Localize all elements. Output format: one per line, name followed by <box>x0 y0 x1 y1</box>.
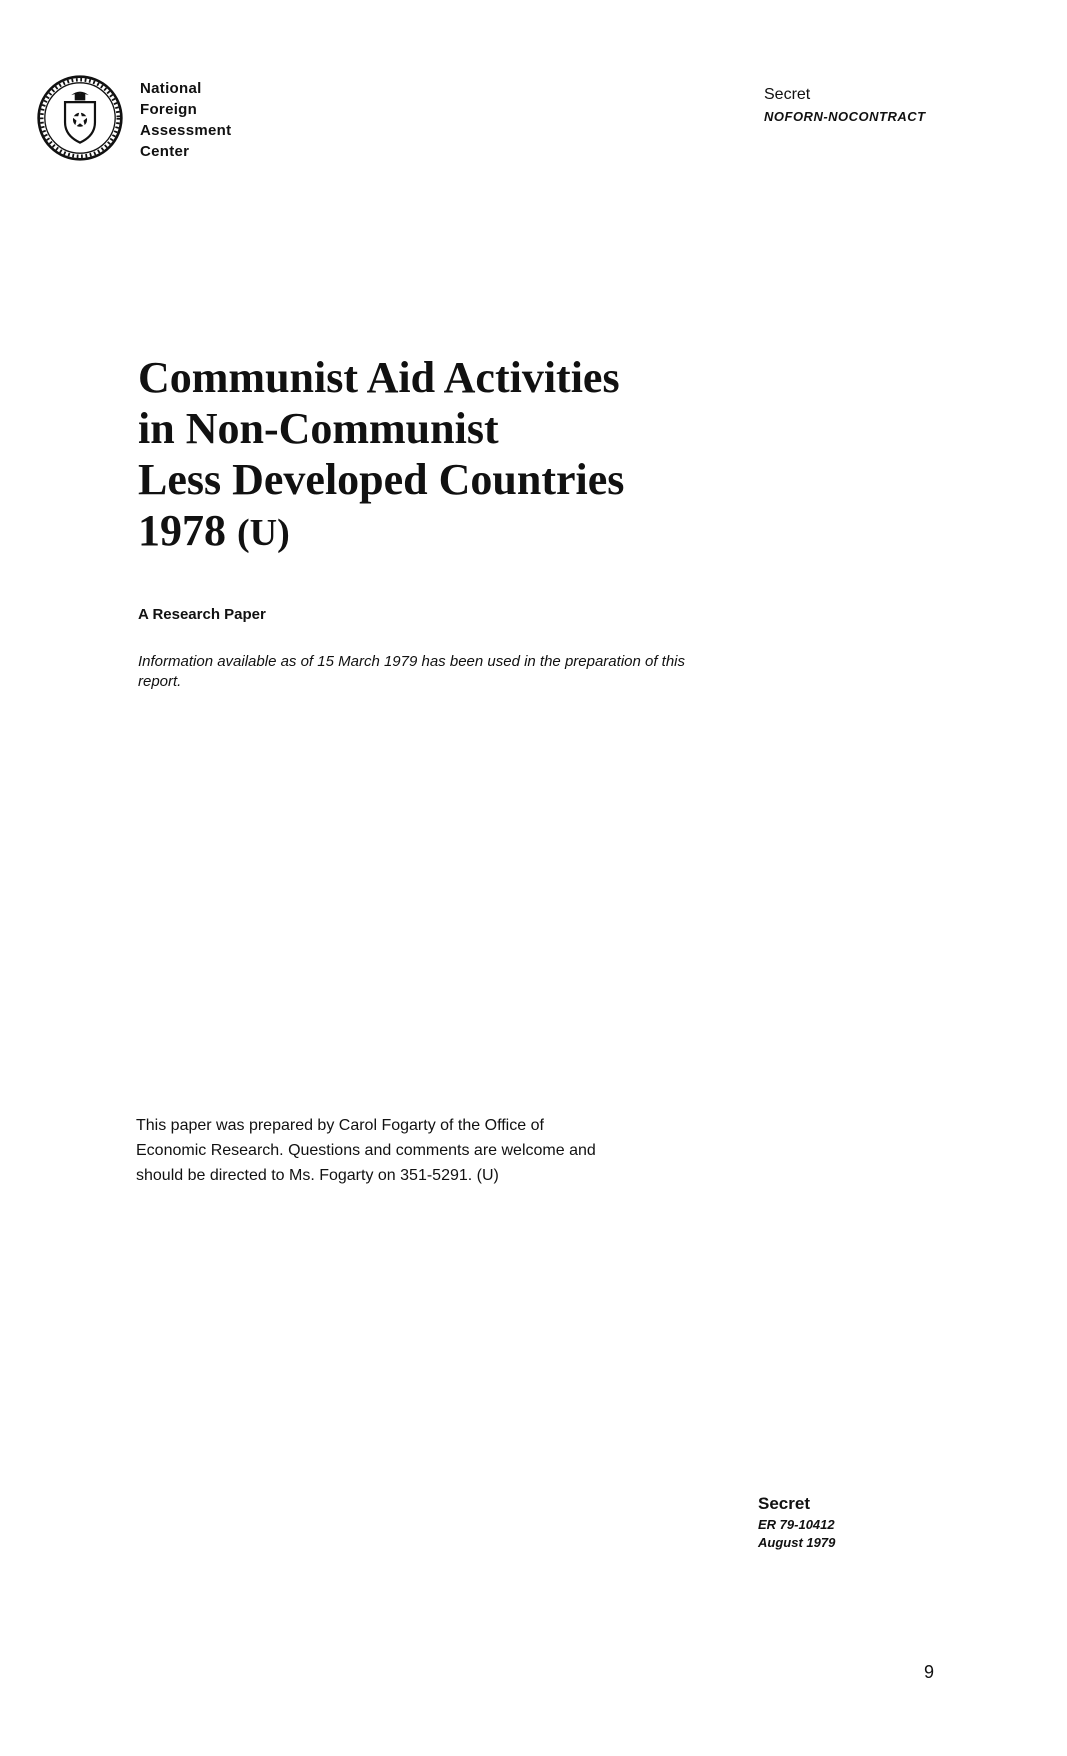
bottom-classification-block <box>758 1492 835 1552</box>
agency-line: National <box>140 80 202 97</box>
agency-name <box>140 78 231 162</box>
title-line: in Non-Communist <box>138 404 499 453</box>
title-marking: (U) <box>237 512 290 554</box>
bottom-classification: Secret <box>758 1494 810 1513</box>
title-line: Less Developed Countries <box>138 455 625 504</box>
title-line: Communist Aid Activities <box>138 353 620 402</box>
information-note: Information available as of 15 March 1979 has been used in the preparation of this report. <box>138 653 686 690</box>
page-number: 9 <box>924 1662 935 1682</box>
title-line-year <box>138 505 758 559</box>
document-title <box>138 352 758 559</box>
control-marking: NOFORN-NOCONTRACT <box>764 109 926 124</box>
agency-line: Foreign <box>140 101 198 118</box>
top-classification: Secret <box>764 86 811 103</box>
title-year: 1978 <box>138 506 226 555</box>
report-number: ER 79-10412 <box>758 1517 835 1532</box>
agency-line: Center <box>140 143 190 160</box>
cia-seal-icon <box>36 74 124 162</box>
agency-line: Assessment <box>140 122 232 139</box>
paper-type: A Research Paper <box>138 606 266 623</box>
preparation-credit: This paper was prepared by Carol Fogarty of the Office of Economic Research. Questions and comments are welcome and should be directed to Ms. Fogarty on 351-5291. (U) <box>136 1117 596 1184</box>
report-date: August 1979 <box>758 1535 836 1550</box>
top-classification-block <box>764 84 926 128</box>
